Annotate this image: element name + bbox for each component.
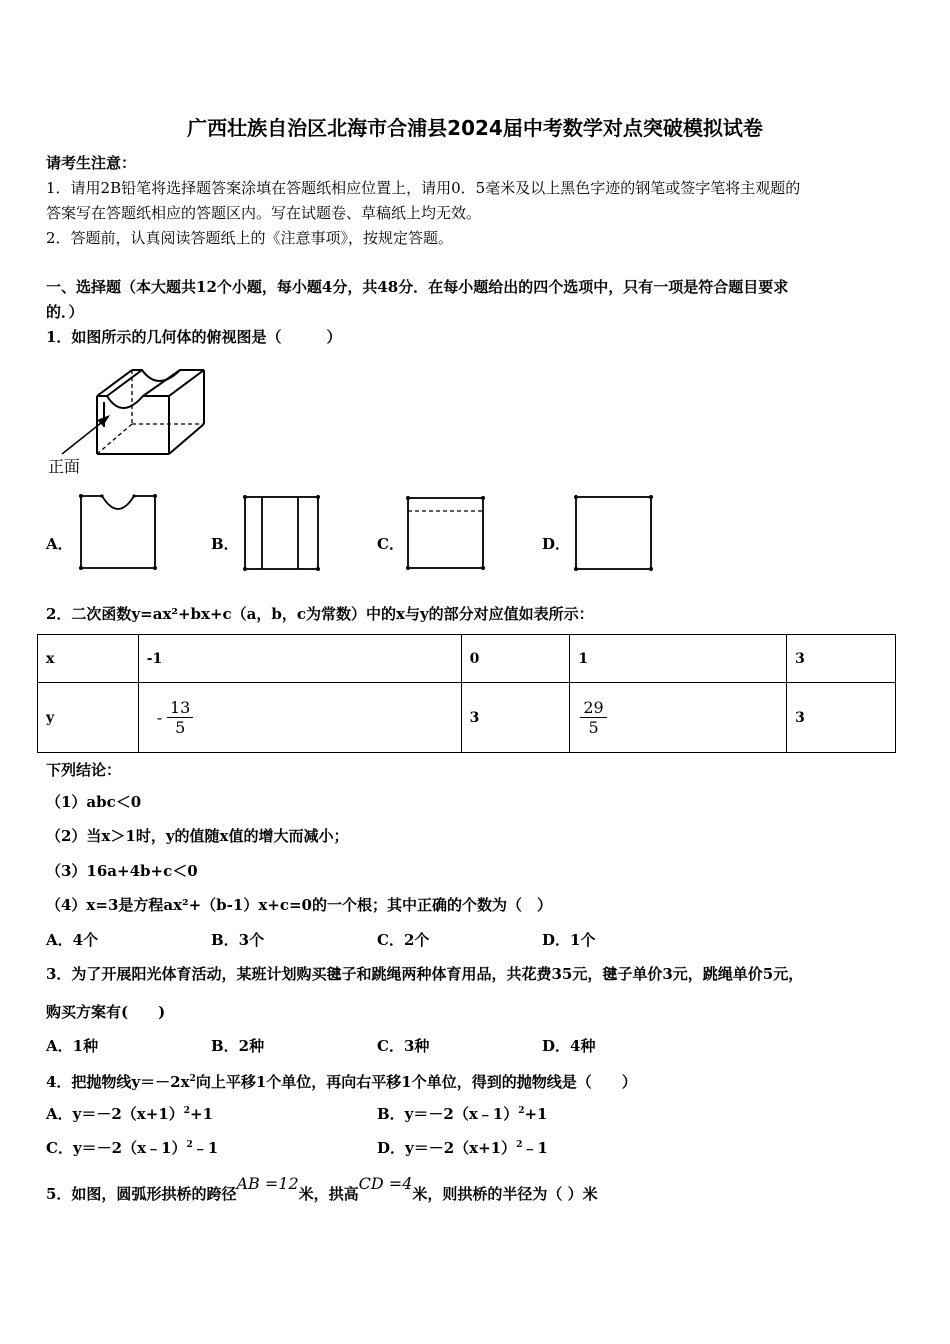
fraction: [580, 698, 606, 737]
q2-conclusion-1: （1）abc＜0: [46, 793, 142, 811]
denominator: 5: [175, 718, 186, 737]
q1-option-b-figure: [240, 492, 324, 574]
q1-option-d-figure: [571, 492, 657, 574]
table-cell: [570, 683, 787, 753]
q1-option-d-label[interactable]: D．: [542, 535, 571, 553]
q5-stem-a: 5．如图，圆弧形拱桥的跨径: [46, 1185, 237, 1203]
q1-option-c-figure: [403, 492, 489, 574]
q2-option-d[interactable]: D．1个: [542, 931, 596, 949]
q4-option-c-sup: 2: [186, 1140, 193, 1150]
q5-math-ab: AB =12: [236, 1174, 299, 1193]
notice-line-1b: 答案写在答题纸相应的答题区内。写在试题卷、草稿纸上均无效。: [46, 204, 482, 222]
q3-stem-a: 3．为了开展阳光体育活动，某班计划购买毽子和跳绳两种体育用品，共花费35元，毽子单价3元，跳绳单价5元，: [46, 965, 804, 983]
table-cell: 3: [787, 683, 896, 753]
q4-option-b[interactable]: [377, 1103, 548, 1124]
q1-solid-figure: [40, 362, 220, 477]
q1-option-a-figure: [76, 492, 160, 574]
q4-stem: [46, 1068, 637, 1093]
numerator: 13: [167, 698, 193, 718]
numerator: 29: [580, 698, 606, 718]
q4-option-b-sup: 2: [518, 1106, 525, 1116]
table-cell: 3: [787, 635, 896, 683]
q2-conclusion-heading: 下列结论：: [46, 761, 122, 779]
q3-option-b[interactable]: B．2种: [211, 1037, 265, 1055]
q3-option-d[interactable]: D．4种: [542, 1037, 596, 1055]
table-cell: x: [38, 635, 139, 683]
q4-option-d-post: ﹣1: [522, 1139, 548, 1157]
section-1-heading-b: 的．）: [46, 303, 84, 321]
q4-stem-post: 向上平移1个单位，再向右平移1个单位，得到的抛物线是（ ）: [195, 1073, 637, 1091]
section-1-heading-a: 一、选择题（本大题共12个小题，每小题4分，共48分．在每小题给出的四个选项中，只有一项是符合题目要求: [46, 278, 789, 296]
table-cell: [138, 683, 461, 753]
table-cell: -1: [138, 635, 461, 683]
q4-option-d[interactable]: [377, 1137, 548, 1158]
q1-option-c-label[interactable]: C．: [377, 535, 404, 553]
q4-stem-sup: 2: [189, 1074, 196, 1084]
q2-option-a[interactable]: A．4个: [46, 931, 99, 949]
notice-line-1a: 1．请用2B铅笔将选择题答案涂填在答题纸相应位置上，请用0．5毫米及以上黑色字迹的钢笔或签字笔将主观题的: [46, 179, 801, 197]
table-row: [38, 683, 896, 753]
q2-option-b[interactable]: B．3个: [211, 931, 265, 949]
q2-option-c[interactable]: C．2个: [377, 931, 430, 949]
q4-option-a[interactable]: [46, 1103, 213, 1124]
table-cell: y: [38, 683, 139, 753]
notice-heading: 请考生注意：: [46, 154, 137, 172]
q3-stem-b: 购买方案有( ): [46, 1003, 166, 1021]
table-row: [38, 635, 896, 683]
q4-option-c-pre: C．y＝－2（x﹣1）: [46, 1139, 187, 1157]
q4-stem-pre: 4．把抛物线y＝－2x: [46, 1073, 190, 1091]
q2-conclusion-2: （2）当x＞1时，y的值随x值的增大而减小；: [46, 827, 349, 845]
q2-conclusion-4: （4）x=3是方程ax²+（b-1）x+c=0的一个根；其中正确的个数为（ ）: [46, 896, 552, 914]
q1-option-a-label[interactable]: A．: [46, 535, 73, 553]
q1-option-b-label[interactable]: B．: [211, 535, 239, 553]
q4-option-a-sup: 2: [183, 1106, 191, 1116]
negative-sign: -: [156, 708, 163, 727]
front-label: 正面: [48, 457, 81, 476]
q2-stem: 2．二次函数y=ax²+bx+c（a，b，c为常数）中的x与y的部分对应值如表所示：: [46, 605, 594, 623]
q2-value-table: [37, 634, 896, 753]
q5-math-cd: CD =4: [358, 1174, 413, 1193]
page-title: 广西壮族自治区北海市合浦县2024届中考数学对点突破模拟试卷: [187, 116, 763, 140]
q3-option-c[interactable]: C．3种: [377, 1037, 430, 1055]
table-cell: 0: [461, 635, 570, 683]
q4-option-d-sup: 2: [516, 1140, 523, 1150]
table-cell: 3: [461, 683, 570, 753]
denominator: 5: [588, 718, 599, 737]
q4-option-c-post: ﹣1: [192, 1139, 219, 1157]
q1-stem: 1．如图所示的几何体的俯视图是（ ）: [46, 328, 342, 346]
q5-stem-b: 米，拱高: [298, 1185, 359, 1203]
q5-stem-c: 米，则拱桥的半径为（ ）米: [412, 1185, 598, 1203]
q5-stem: [46, 1174, 598, 1205]
q4-option-a-post: +1: [190, 1105, 214, 1123]
notice-line-2: 2．答题前，认真阅读答题纸上的《注意事项》，按规定答题。: [46, 229, 454, 247]
q4-option-c[interactable]: [46, 1137, 218, 1158]
q3-option-a[interactable]: A．1种: [46, 1037, 99, 1055]
fraction: [167, 698, 193, 737]
q4-option-b-pre: B．y＝－2（x﹣1）: [377, 1105, 519, 1123]
q4-option-a-pre: A．y＝－2（x+1）: [46, 1105, 184, 1123]
q4-option-d-pre: D．y＝－2（x+1）: [377, 1139, 517, 1157]
table-cell: 1: [570, 635, 787, 683]
q2-conclusion-3: （3）16a+4b+c＜0: [46, 862, 198, 880]
q4-option-b-post: +1: [524, 1105, 548, 1123]
